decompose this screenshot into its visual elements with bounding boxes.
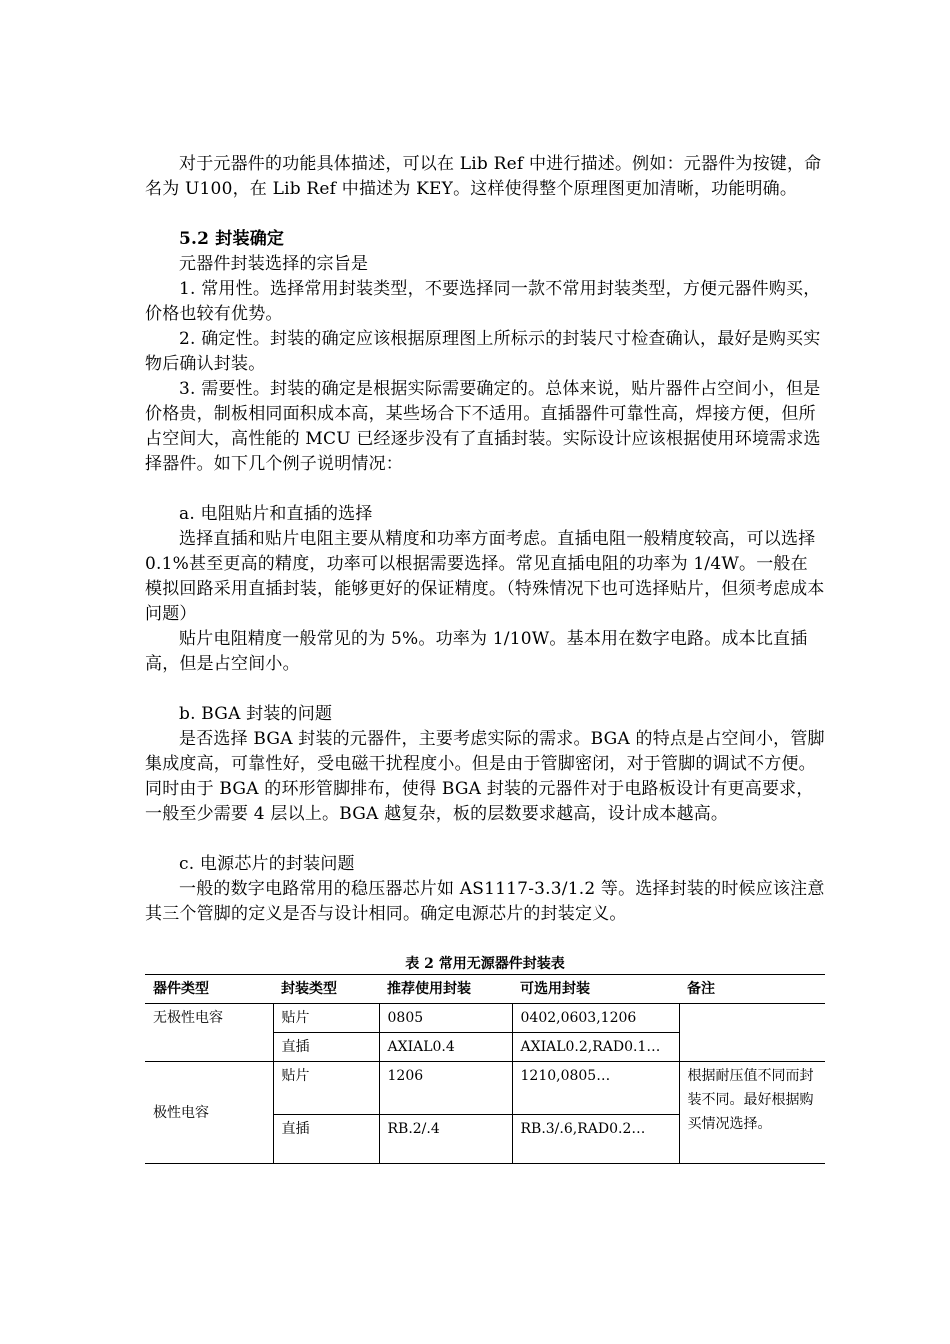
- column-header: 推荐使用封装: [379, 975, 512, 1004]
- subheading-bga: b. BGA 封装的问题: [179, 704, 333, 724]
- table-row: [145, 1004, 825, 1033]
- table-row: [145, 1062, 825, 1115]
- table-header-row: [145, 975, 825, 1004]
- column-header: 器件类型: [145, 975, 273, 1004]
- subheading-resistor: a. 电阻贴片和直插的选择: [179, 504, 373, 524]
- table-cell: 0402,0603,1206: [512, 1004, 679, 1033]
- table-cell: 1206: [379, 1062, 512, 1115]
- table-caption: 表 2 常用无源器件封装表: [405, 956, 565, 972]
- table-cell: RB.3/.6,RAD0.2…: [512, 1115, 679, 1164]
- table-cell-note: 根据耐压值不同而封装不同。最好根据购买情况选择。: [679, 1062, 825, 1164]
- table-cell: 直插: [273, 1033, 379, 1062]
- table-cell: 无极性电容: [145, 1004, 273, 1062]
- paragraph-power-chip: 一般的数字电路常用的稳压器芯片如 AS1117-3.3/1.2 等。选择封装的时候应该注意其三个管脚的定义是否与设计相同。确定电源芯片的封装定义。: [145, 879, 825, 924]
- table-cell: 直插: [273, 1115, 379, 1164]
- spacer: [145, 477, 825, 502]
- table-cell: [679, 1004, 825, 1062]
- table-cell: 1210,0805…: [512, 1062, 679, 1115]
- table-cell: RB.2/.4: [379, 1115, 512, 1164]
- list-item-usual: 1. 常用性。选择常用封装类型，不要选择同一款不常用封装类型，方便元器件购买，价格也较有优势。: [145, 279, 821, 324]
- section-heading: 5.2 封装确定: [179, 229, 285, 249]
- column-header: 备注: [679, 975, 825, 1004]
- spacer: [145, 202, 825, 227]
- paragraph-lib-ref: 对于元器件的功能具体描述，可以在 Lib Ref 中进行描述。例如：元器件为按键，命名为 U100，在 Lib Ref 中描述为 KEY。这样使得整个原理图更加清晰，功能明确。: [145, 154, 822, 199]
- table-cell: 0805: [379, 1004, 512, 1033]
- spacer: [145, 677, 825, 702]
- paragraph-resistor-2: 贴片电阻精度一般常见的为 5%。功率为 1/10W。基本用在数字电路。成本比直插高，但是占空间小。: [145, 629, 808, 674]
- document-page: [145, 152, 825, 1164]
- list-item-necessity: 3. 需要性。封装的确定是根据实际需要确定的。总体来说，贴片器件占空间小，但是价格贵，制板相同面积成本高，某些场合下不适用。直插器件可靠性高，焊接方便，但所占空间大，高性能的 MCU 已经逐步没有了直插封装。实际设计应该根据使用环境需求选择器件。如下几个例子说明情况：: [145, 379, 821, 474]
- table-cell: 贴片: [273, 1062, 379, 1115]
- table-cell: 贴片: [273, 1004, 379, 1033]
- column-header: 封装类型: [273, 975, 379, 1004]
- column-header: 可选用封装: [512, 975, 679, 1004]
- table-cell: AXIAL0.4: [379, 1033, 512, 1062]
- subheading-power-chip: c. 电源芯片的封装问题: [179, 854, 355, 874]
- table-cell: 极性电容: [145, 1062, 273, 1164]
- paragraph-bga: 是否选择 BGA 封装的元器件，主要考虑实际的需求。BGA 的特点是占空间小，管脚集成度高，可靠性好，受电磁干扰程度小。但是由于管脚密闭，对于管脚的调试不方便。同时由于 BGA 的环形管脚排布，使得 BGA 封装的元器件对于电路板设计有更高要求，一般至少需要 4 层以上。BGA 越复杂，板的层数要求越高，设计成本越高。: [145, 729, 825, 824]
- list-item-determinacy: 2. 确定性。封装的确定应该根据原理图上所标示的封装尺寸检查确认，最好是购买实物后确认封装。: [145, 329, 821, 374]
- table-cell: AXIAL0.2,RAD0.1…: [512, 1033, 679, 1062]
- paragraph-resistor-1: 选择直插和贴片电阻主要从精度和功率方面考虑。直插电阻一般精度较高，可以选择 0.1%甚至更高的精度，功率可以根据需要选择。常见直插电阻的功率为 1/4W。一般在模拟回路采用直插封装，能够更好的保证精度。（特殊情况下也可选择贴片，但须考虑成本问题）: [145, 529, 825, 624]
- package-table: [145, 974, 825, 1164]
- spacer: [145, 827, 825, 852]
- paragraph-intro: 元器件封装选择的宗旨是: [179, 254, 369, 274]
